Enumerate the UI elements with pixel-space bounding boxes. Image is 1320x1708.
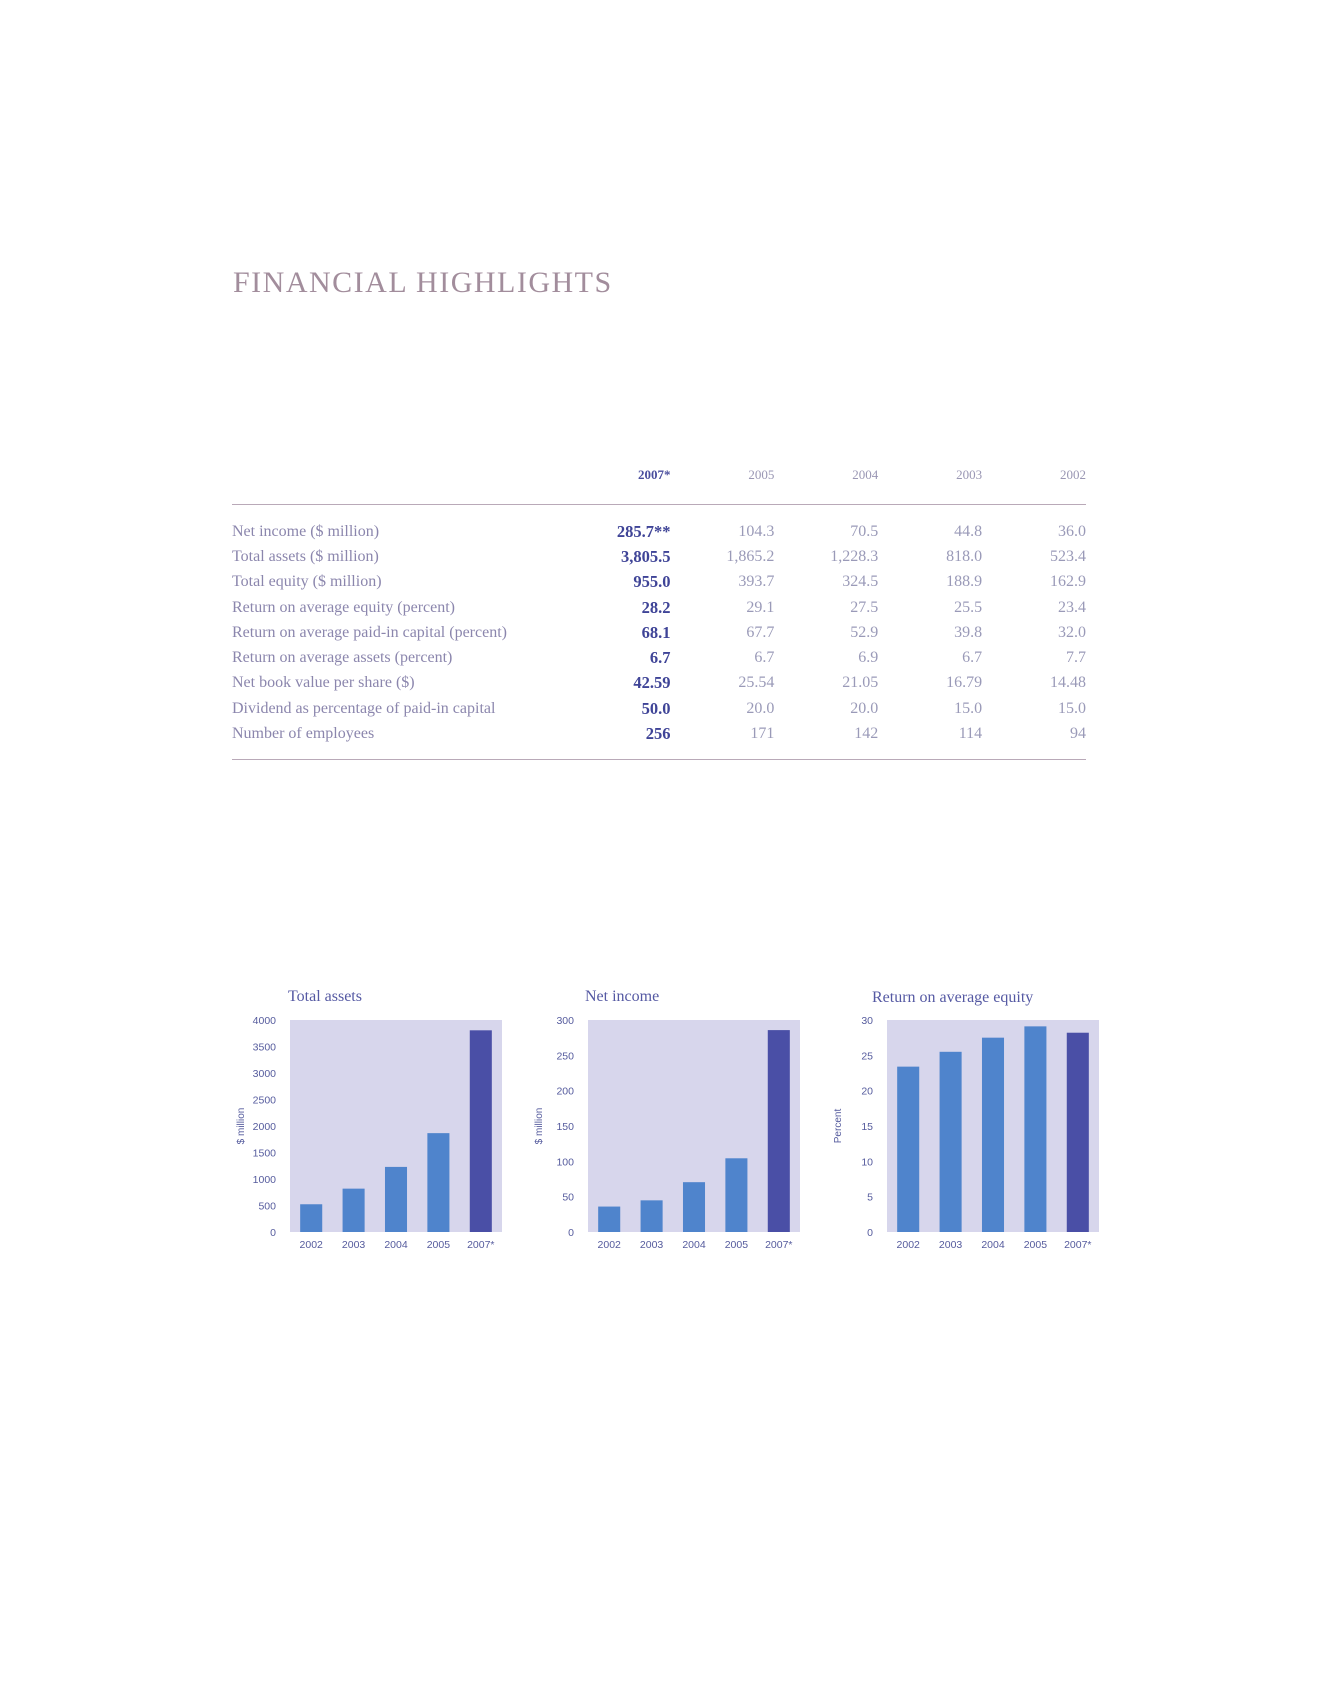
y-tick-label: 2000 xyxy=(252,1121,276,1133)
x-tick-label: 2007* xyxy=(1064,1239,1092,1251)
total-assets-chart xyxy=(228,1010,518,1300)
year-header: 2007* xyxy=(638,467,671,482)
y-tick-label: 4000 xyxy=(252,1015,276,1027)
x-tick-label: 2004 xyxy=(682,1239,706,1251)
table-cell: 25.5 xyxy=(954,598,983,616)
table-cell: 7.7 xyxy=(1065,649,1086,667)
bar xyxy=(725,1158,747,1232)
bar xyxy=(1067,1033,1089,1232)
x-tick-label: 2007* xyxy=(765,1239,793,1251)
bar xyxy=(300,1204,322,1232)
x-tick-label: 2007* xyxy=(467,1239,495,1251)
bar xyxy=(940,1052,962,1232)
y-tick-label: 15 xyxy=(861,1121,873,1133)
table-cell: 29.1 xyxy=(746,598,775,616)
row-label: Total assets ($ million) xyxy=(232,547,379,565)
y-tick-label: 200 xyxy=(556,1085,574,1098)
y-tick-label: 2500 xyxy=(252,1094,276,1107)
table-cell: 6.9 xyxy=(858,649,879,667)
y-tick-label: 150 xyxy=(556,1121,574,1133)
row-label: Net income ($ million) xyxy=(232,522,380,540)
table-cell: 52.9 xyxy=(850,623,879,641)
table-cell: 114 xyxy=(958,725,983,743)
table-row xyxy=(232,721,1086,746)
y-tick-label: 3000 xyxy=(252,1068,276,1080)
table-cell: 70.5 xyxy=(850,522,879,540)
y-tick-label: 0 xyxy=(270,1227,276,1239)
net-income-chart xyxy=(526,1010,816,1300)
y-tick-label: 1500 xyxy=(252,1147,276,1160)
x-tick-label: 2002 xyxy=(299,1239,323,1251)
table-cell: 94 xyxy=(1069,725,1086,743)
x-tick-label: 2005 xyxy=(426,1239,451,1251)
table-cell: 324.5 xyxy=(842,573,879,591)
table-cell: 15.0 xyxy=(954,699,983,717)
bar xyxy=(470,1030,492,1232)
table-cell: 23.4 xyxy=(1057,598,1086,616)
table-cell: 188.9 xyxy=(946,573,983,591)
table-cell: 15.0 xyxy=(1057,699,1086,717)
y-tick-label: 500 xyxy=(258,1200,276,1213)
table-body xyxy=(232,505,1086,760)
financial-highlights-table xyxy=(232,460,1086,760)
y-tick-label: 10 xyxy=(861,1156,873,1169)
table-cell: 6.7 xyxy=(962,649,983,667)
x-tick-label: 2003 xyxy=(639,1239,664,1251)
table-cell: 6.7 xyxy=(754,649,775,667)
table-cell: 393.7 xyxy=(738,573,775,591)
table-cell: 44.8 xyxy=(954,522,983,540)
table-row xyxy=(232,570,1086,595)
row-label: Total equity ($ million) xyxy=(232,573,382,591)
page-title: FINANCIAL HIGHLIGHTS xyxy=(233,266,613,299)
y-tick-label: 250 xyxy=(556,1050,574,1063)
table-cell: 28.2 xyxy=(641,597,671,617)
table-cell: 21.05 xyxy=(842,674,879,692)
table-cell: 104.3 xyxy=(738,522,775,540)
table-cell: 32.0 xyxy=(1057,623,1086,641)
x-tick-label: 2005 xyxy=(724,1239,749,1251)
table-cell: 36.0 xyxy=(1057,522,1086,540)
x-tick-label: 2005 xyxy=(1023,1239,1048,1251)
x-tick-label: 2004 xyxy=(981,1239,1005,1251)
table-cell: 50.0 xyxy=(641,698,671,718)
row-label: Number of employees xyxy=(232,725,375,743)
row-label: Return on average equity (percent) xyxy=(232,598,456,616)
table-cell: 42.59 xyxy=(633,673,671,693)
table-row xyxy=(232,595,1086,620)
bar xyxy=(897,1067,919,1232)
y-tick-label: 5 xyxy=(867,1191,873,1204)
year-header: 2003 xyxy=(956,467,983,482)
table-cell: 67.7 xyxy=(746,623,775,641)
table-cell: 27.5 xyxy=(850,598,879,616)
table-cell: 39.8 xyxy=(954,623,983,641)
x-tick-label: 2004 xyxy=(384,1239,408,1251)
row-label: Return on average assets (percent) xyxy=(232,649,453,667)
year-header: 2002 xyxy=(1059,467,1086,482)
bar xyxy=(982,1038,1004,1232)
y-tick-label: 0 xyxy=(568,1227,574,1239)
table-cell: 68.1 xyxy=(641,622,671,642)
table-cell: 523.4 xyxy=(1049,547,1086,565)
x-tick-label: 2002 xyxy=(896,1239,920,1251)
row-label: Net book value per share ($) xyxy=(232,674,415,692)
table-row xyxy=(232,519,1086,544)
bar xyxy=(343,1189,365,1232)
bar xyxy=(427,1133,449,1232)
y-tick-label: 1000 xyxy=(252,1174,276,1186)
table-cell: 25.54 xyxy=(738,674,775,692)
table-row xyxy=(232,544,1086,569)
y-axis-label: $ million xyxy=(236,1107,247,1145)
chart-title: Total assets xyxy=(288,988,362,1005)
bar xyxy=(1024,1026,1046,1232)
bar xyxy=(768,1030,790,1232)
x-tick-label: 2002 xyxy=(597,1239,621,1251)
x-tick-label: 2003 xyxy=(938,1239,963,1251)
table-header-row xyxy=(232,460,1086,505)
y-tick-label: 30 xyxy=(861,1015,873,1027)
table-cell: 256 xyxy=(645,724,671,744)
y-tick-label: 3500 xyxy=(252,1041,276,1054)
chart-title: Net income xyxy=(585,988,660,1005)
table-cell: 16.79 xyxy=(946,674,983,692)
y-tick-label: 25 xyxy=(861,1050,873,1063)
table-cell: 1,228.3 xyxy=(830,547,879,565)
table-cell: 955.0 xyxy=(633,572,671,592)
table-cell: 3,805.5 xyxy=(621,546,671,566)
return-on-equity-chart xyxy=(825,1010,1115,1300)
year-header: 2005 xyxy=(748,467,775,482)
y-tick-label: 100 xyxy=(556,1156,574,1169)
table-cell: 285.7** xyxy=(616,521,671,541)
table-cell: 14.48 xyxy=(1049,674,1086,692)
bar xyxy=(598,1207,620,1232)
table-cell: 20.0 xyxy=(850,699,879,717)
bar xyxy=(641,1200,663,1232)
table-cell: 142 xyxy=(854,725,879,743)
table-row xyxy=(232,620,1086,645)
table-cell: 818.0 xyxy=(946,547,983,565)
year-header: 2004 xyxy=(852,467,879,482)
x-tick-label: 2003 xyxy=(341,1239,366,1251)
table-cell: 171 xyxy=(750,725,775,743)
row-label: Dividend as percentage of paid-in capital xyxy=(232,699,496,717)
y-tick-label: 20 xyxy=(861,1085,873,1098)
y-tick-label: 0 xyxy=(867,1227,873,1239)
table-cell: 6.7 xyxy=(649,648,671,668)
row-label: Return on average paid-in capital (percent) xyxy=(232,623,507,641)
table-row xyxy=(232,645,1086,670)
table-row xyxy=(232,671,1086,696)
table-row xyxy=(232,696,1086,721)
table-cell: 162.9 xyxy=(1049,573,1086,591)
y-tick-label: 300 xyxy=(556,1015,574,1027)
chart-title: Return on average equity xyxy=(872,989,1034,1006)
y-axis-label: $ million xyxy=(534,1107,545,1145)
y-axis-label: Percent xyxy=(833,1108,844,1144)
bar xyxy=(385,1167,407,1232)
bar xyxy=(683,1182,705,1232)
table-cell: 20.0 xyxy=(746,699,775,717)
table-cell: 1,865.2 xyxy=(726,547,775,565)
y-tick-label: 50 xyxy=(562,1191,574,1204)
